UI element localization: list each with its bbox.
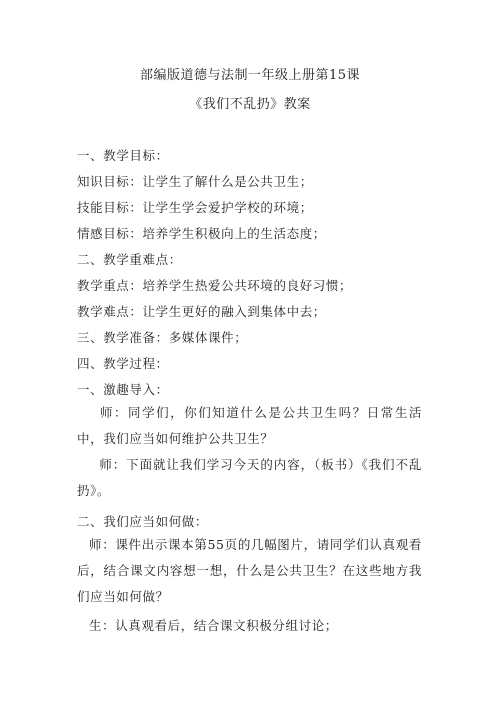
difficult-point: 教学难点：让学生更好的融入到集体中去； — [77, 304, 326, 319]
goal-knowledge: 知识目标：让学生了解什么是公共卫生； — [77, 174, 313, 189]
paragraph-student-discussion: 生：认真观看后，结合课文积极分组讨论； — [89, 618, 338, 633]
key-point: 教学重点：培养学生热爱公共环境的良好习惯； — [77, 278, 353, 293]
paragraph-teacher-question — [77, 400, 422, 452]
paragraph-teacher-intro — [77, 452, 422, 504]
paragraph-text: 师：同学们，你们知道什么是公共卫生吗？日常生活中，我们应当如何维护公共卫生？ — [77, 405, 422, 446]
paragraph-text: 师：课件出示课本第55页的几幅图片，请同学们认真观看后，结合课文内容想一想，什么是公共卫生？在这些地方我们应当如何做？ — [77, 537, 422, 604]
document-title: 部编版道德与法制一年级上册第15课 — [139, 68, 361, 83]
section-heading-key-points: 二、教学重难点： — [77, 252, 182, 267]
paragraph-text: 师：下面就让我们学习今天的内容，（板书）《我们不乱扔》。 — [77, 457, 422, 498]
section-heading-goals: 一、教学目标： — [77, 148, 169, 163]
document-subtitle: 《我们不乱扔》教案 — [189, 97, 311, 112]
section-heading-process: 四、教学过程： — [77, 356, 169, 371]
section-heading-preparation: 三、教学准备：多媒体课件； — [77, 330, 248, 345]
step-heading-how: 二、我们应当如何做： — [77, 514, 209, 529]
goal-skill: 技能目标：让学生学会爱护学校的环境； — [77, 200, 313, 215]
step-heading-intro: 一、激趣导入： — [77, 382, 169, 397]
goal-emotion: 情感目标：培养学生积极向上的生活态度； — [77, 226, 326, 241]
paragraph-teacher-images — [77, 532, 422, 610]
